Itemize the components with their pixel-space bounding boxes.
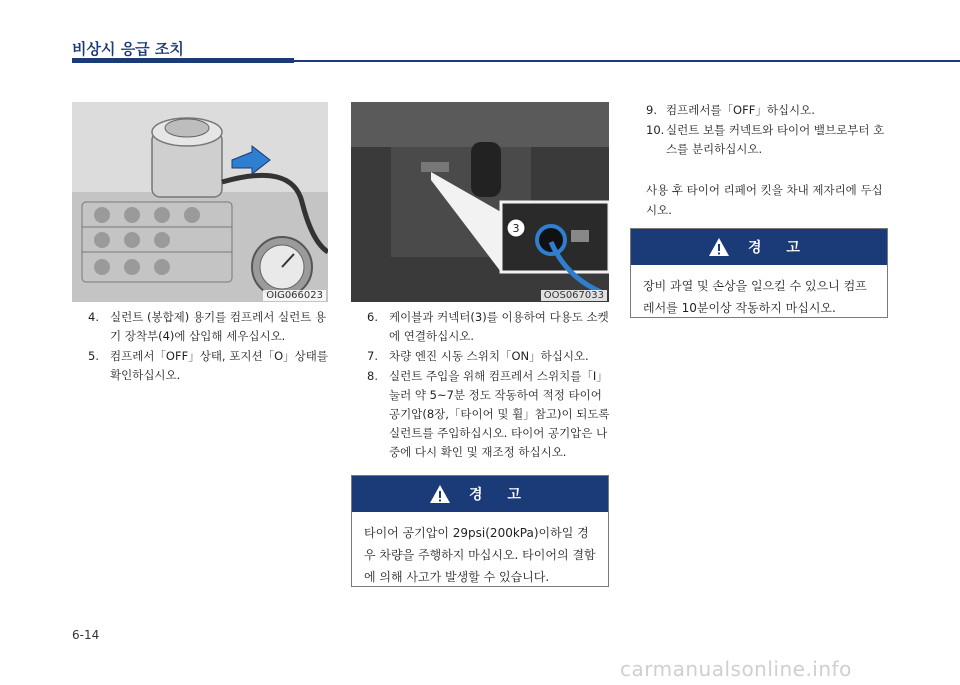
steps-right (646, 101, 892, 160)
steps-left (88, 308, 332, 386)
warning-header (631, 229, 887, 265)
warning-text: 장비 과열 및 손상을 일으킬 수 있으니 컴프레서를 10분이상 작동하지 마십시오. (643, 279, 867, 315)
warning-title: 경 고 (748, 240, 810, 256)
step-item: 9. 컴프레서를「OFF」하십시오. (646, 103, 815, 117)
page-number: 6-14 (72, 628, 100, 642)
warning-title: 경 고 (469, 487, 531, 503)
warning-box (351, 475, 609, 587)
figure-code: OOS067033 (541, 290, 607, 301)
step-item: 7. 차량 엔진 시동 스위치「ON」하십시오. (367, 349, 589, 363)
step-item: 4. 실런트 (봉합제) 용기를 컴프레서 실런트 용기 장착부(4)에 삽입해 세우십시오. (88, 310, 327, 343)
svg-text:3: 3 (512, 222, 520, 235)
warning-text: 타이어 공기압이 29psi(200kPa)이하일 경우 차량을 주행하지 마십시오. 타이어의 결함에 의해 사고가 발생할 수 있습니다. (364, 526, 596, 584)
figure-sealant-kit (72, 102, 328, 302)
warning-triangle-icon (708, 237, 730, 257)
header-title: 비상시 응급 조치 (72, 40, 184, 58)
figure-power-socket (351, 102, 609, 302)
step-item: 5. 컴프레서「OFF」상태, 포지션「O」상태를 확인하십시오. (88, 349, 328, 382)
warning-triangle-icon (429, 484, 451, 504)
figure-code: OIG066023 (263, 290, 326, 301)
after-use-note: 사용 후 타이어 리페어 킷을 차내 제자리에 두십시오. (646, 183, 883, 217)
warning-box (630, 228, 888, 318)
step-item: 6. 케이블과 커넥터(3)를 이용하여 다용도 소켓에 연결하십시오. (367, 310, 609, 343)
step-item: 8. 실런트 주입을 위해 컴프레서 스위치를「I」눌러 약 5~7분 정도 작동하여 적정 타이어 공기압(8장,「타이어 및 휠」참고)이 되도록 실런트를 주입하십시오. 타이어 공기압은 나중에 다시 확인 및 재조정 하십시오. (367, 369, 610, 459)
header-bar-thick (72, 58, 294, 63)
power-socket-illustration (351, 102, 609, 302)
steps-middle (367, 308, 611, 463)
warning-header (352, 476, 608, 512)
sealant-kit-illustration (72, 102, 328, 302)
header-bar-thin (294, 60, 960, 62)
step-item: 10. 실런트 보틀 커넥트와 타이어 밸브로부터 호스를 분리하십시오. (646, 123, 885, 156)
watermark: carmanualsonline.info (620, 657, 852, 681)
